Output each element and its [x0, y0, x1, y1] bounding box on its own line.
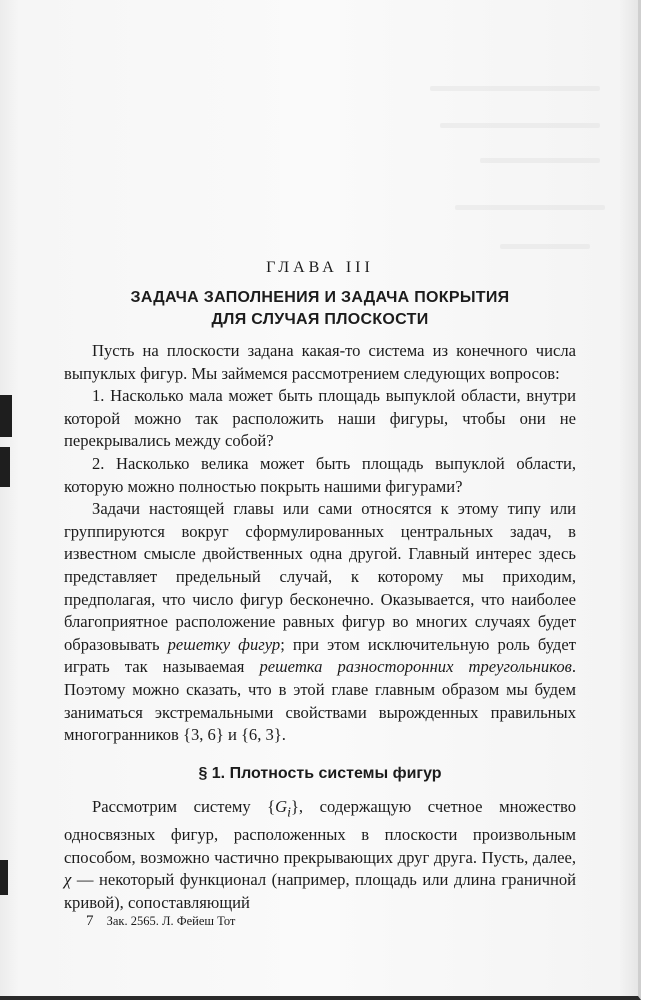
text-run: Задачи настоящей главы или сами относятся к этому типу или группируются вокруг сформулированных центральных задач, в известном смысле двойственных одна другой. Главный интерес здесь представляет предельный случай, к которому мы приходим, предполагая, что число фигур бесконечно. Оказывается, что наиболее благоприятное расположение равных фигур во многих случаях будет образовывать	[64, 499, 576, 654]
bleed-through-line	[440, 123, 600, 128]
page-footer	[86, 913, 235, 930]
math-symbol-chi: χ	[64, 870, 72, 890]
text-run: . Поэтому можно сказать, что в этой главе главным образом мы будем заниматься экстремальными свойствами вырожденных правильных многогранников {3, 6} и {6, 3}.	[64, 657, 576, 745]
main-paragraph	[64, 498, 576, 747]
question-2-paragraph: 2. Насколько велика может быть площадь выпуклой области, которую можно полностью покрыть нашими фигурами?	[64, 453, 576, 496]
emphasis-term: решетку фигур	[167, 634, 281, 654]
page-number: 7	[86, 913, 94, 929]
chapter-title	[64, 287, 576, 331]
page-edge-mark	[0, 447, 10, 487]
emphasis-term: решетка разносторонних треугольников	[259, 657, 572, 677]
chapter-body	[64, 340, 576, 747]
text-run: ; при этом исключительную роль будет играть так называемая	[64, 634, 576, 677]
bleed-through-line	[480, 158, 600, 163]
question-1-paragraph: 1. Насколько мала может быть площадь выпуклой области, внутри которой можно так расположить наши фигуры, чтобы они не перекрывались между собой?	[64, 386, 576, 451]
chapter-label: ГЛАВА III	[266, 259, 374, 276]
bleed-through-line	[500, 244, 590, 249]
math-subscript: i	[287, 804, 291, 820]
section-heading: § 1. Плотность системы фигур	[198, 765, 442, 782]
bleed-through-line	[430, 86, 600, 91]
text-run: Рассмотрим систему {	[92, 797, 276, 816]
print-imprint: Зак. 2565. Л. Фейеш Тот	[106, 914, 236, 928]
text-run: — некоторый функционал (например, площадь или длина граничной кривой), сопоставляющий	[64, 870, 576, 912]
text-run: }, содержащую счетное множество односвязных фигур, расположенных в плоскости произвольным способом, возможно частично прекрывающих друг друга. Пусть, далее,	[64, 797, 576, 867]
math-variable: G	[275, 797, 288, 816]
page-edge-mark	[0, 860, 8, 895]
intro-paragraph: Пусть на плоскости задана какая-то система из конечного числа выпуклых фигур. Мы займемся рассмотрением следующих вопросов:	[64, 341, 576, 383]
chapter-title-line: ЗАДАЧА ЗАПОЛНЕНИЯ И ЗАДАЧА ПОКРЫТИЯ	[130, 289, 510, 306]
bleed-through-line	[455, 205, 605, 210]
section-paragraph	[64, 796, 576, 914]
page-edge-mark	[0, 395, 12, 437]
chapter-title-line: ДЛЯ СЛУЧАЯ ПЛОСКОСТИ	[211, 311, 429, 328]
section-body	[64, 796, 576, 914]
